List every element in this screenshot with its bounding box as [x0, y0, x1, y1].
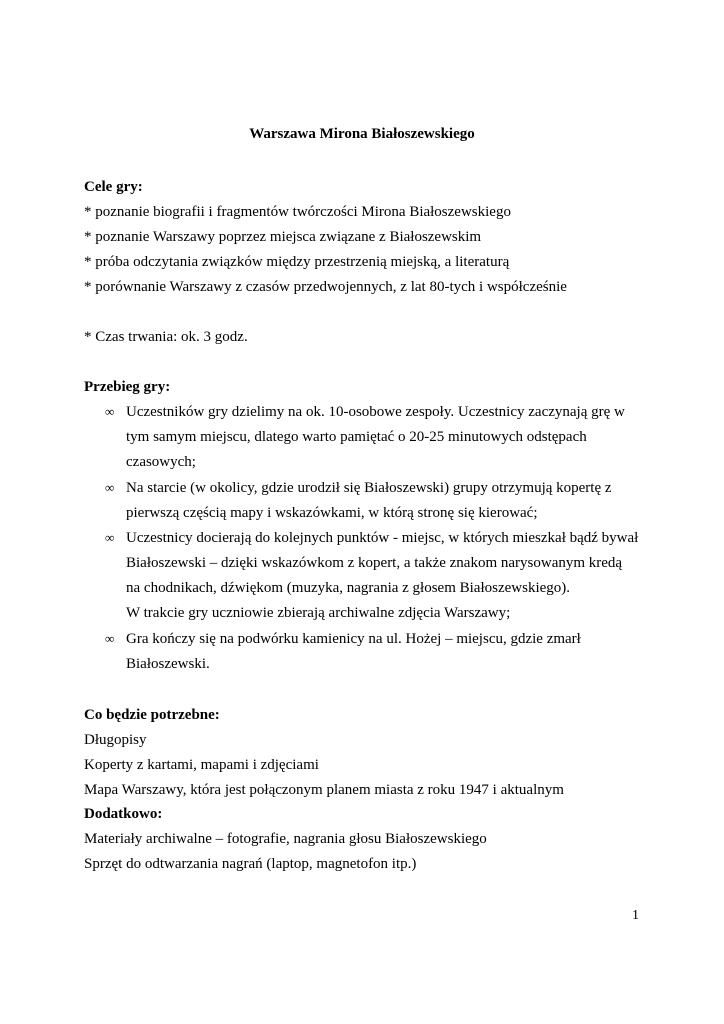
- course-bullet-line: na chodnikach, dźwiękom (muzyka, nagrania z głosem Białoszewskiego).: [126, 580, 571, 596]
- course-bullet-line: czasowych;: [126, 454, 196, 470]
- needed-item: Koperty z kartami, mapami i zdjęciami: [84, 757, 319, 773]
- extra-item: Sprzęt do odtwarzania nagrań (laptop, magnetofon itp.): [84, 856, 417, 872]
- needed-item: Mapa Warszawy, która jest połączonym planem miasta z roku 1947 i aktualnym: [84, 782, 564, 798]
- course-bullet-line: pierwszą częścią mapy i wskazówkami, w którą stronę się kierować;: [126, 505, 538, 521]
- course-bullet-line: Uczestników gry dzielimy na ok. 10-osobowe zespoły. Uczestnicy zaczynają grę w: [126, 404, 625, 420]
- duration-text: * Czas trwania: ok. 3 godz.: [84, 329, 248, 345]
- page-number: 1: [632, 908, 639, 923]
- goal-item: * poznanie biografii i fragmentów twórczości Mirona Białoszewskiego: [84, 204, 511, 220]
- extra-item: Materiały archiwalne – fotografie, nagrania głosu Białoszewskiego: [84, 831, 487, 847]
- goal-item: * poznanie Warszawy poprzez miejsca związane z Białoszewskim: [84, 229, 482, 245]
- course-bullet-line: Białoszewski – dzięki wskazówkom z kopert, a także znakom narysowanym kredą: [126, 555, 623, 571]
- extra-heading: Dodatkowo:: [84, 806, 163, 822]
- infinity-bullet-icon: ∞: [105, 404, 115, 419]
- infinity-bullet-icon: ∞: [105, 480, 115, 495]
- infinity-bullet-icon: ∞: [105, 631, 115, 646]
- goal-item: * próba odczytania związków między przestrzenią miejską, a literaturą: [84, 254, 510, 270]
- course-bullet-line: tym samym miejscu, dlatego warto pamiętać o 20-25 minutowych odstępach: [126, 429, 587, 445]
- document-title: Warszawa Mirona Białoszewskiego: [249, 126, 475, 142]
- course-bullet-line: Białoszewski.: [126, 656, 210, 672]
- course-heading: Przebieg gry:: [84, 379, 171, 395]
- infinity-bullet-icon: ∞: [105, 530, 115, 545]
- goal-item: * porównanie Warszawy z czasów przedwojennych, z lat 80-tych i współcześnie: [84, 279, 567, 295]
- goals-heading: Cele gry:: [84, 179, 143, 195]
- course-bullet-line: Uczestnicy docierają do kolejnych punktów - miejsc, w których mieszkał bądź bywał: [126, 530, 639, 546]
- course-bullet-line: W trakcie gry uczniowie zbierają archiwalne zdjęcia Warszawy;: [126, 605, 511, 621]
- course-bullet-line: Na starcie (w okolicy, gdzie urodził się Białoszewski) grupy otrzymują kopertę z: [126, 480, 612, 496]
- course-bullet-line: Gra kończy się na podwórku kamienicy na ul. Hożej – miejscu, gdzie zmarł: [126, 631, 581, 647]
- needed-heading: Co będzie potrzebne:: [84, 707, 220, 723]
- needed-item: Długopisy: [84, 732, 147, 748]
